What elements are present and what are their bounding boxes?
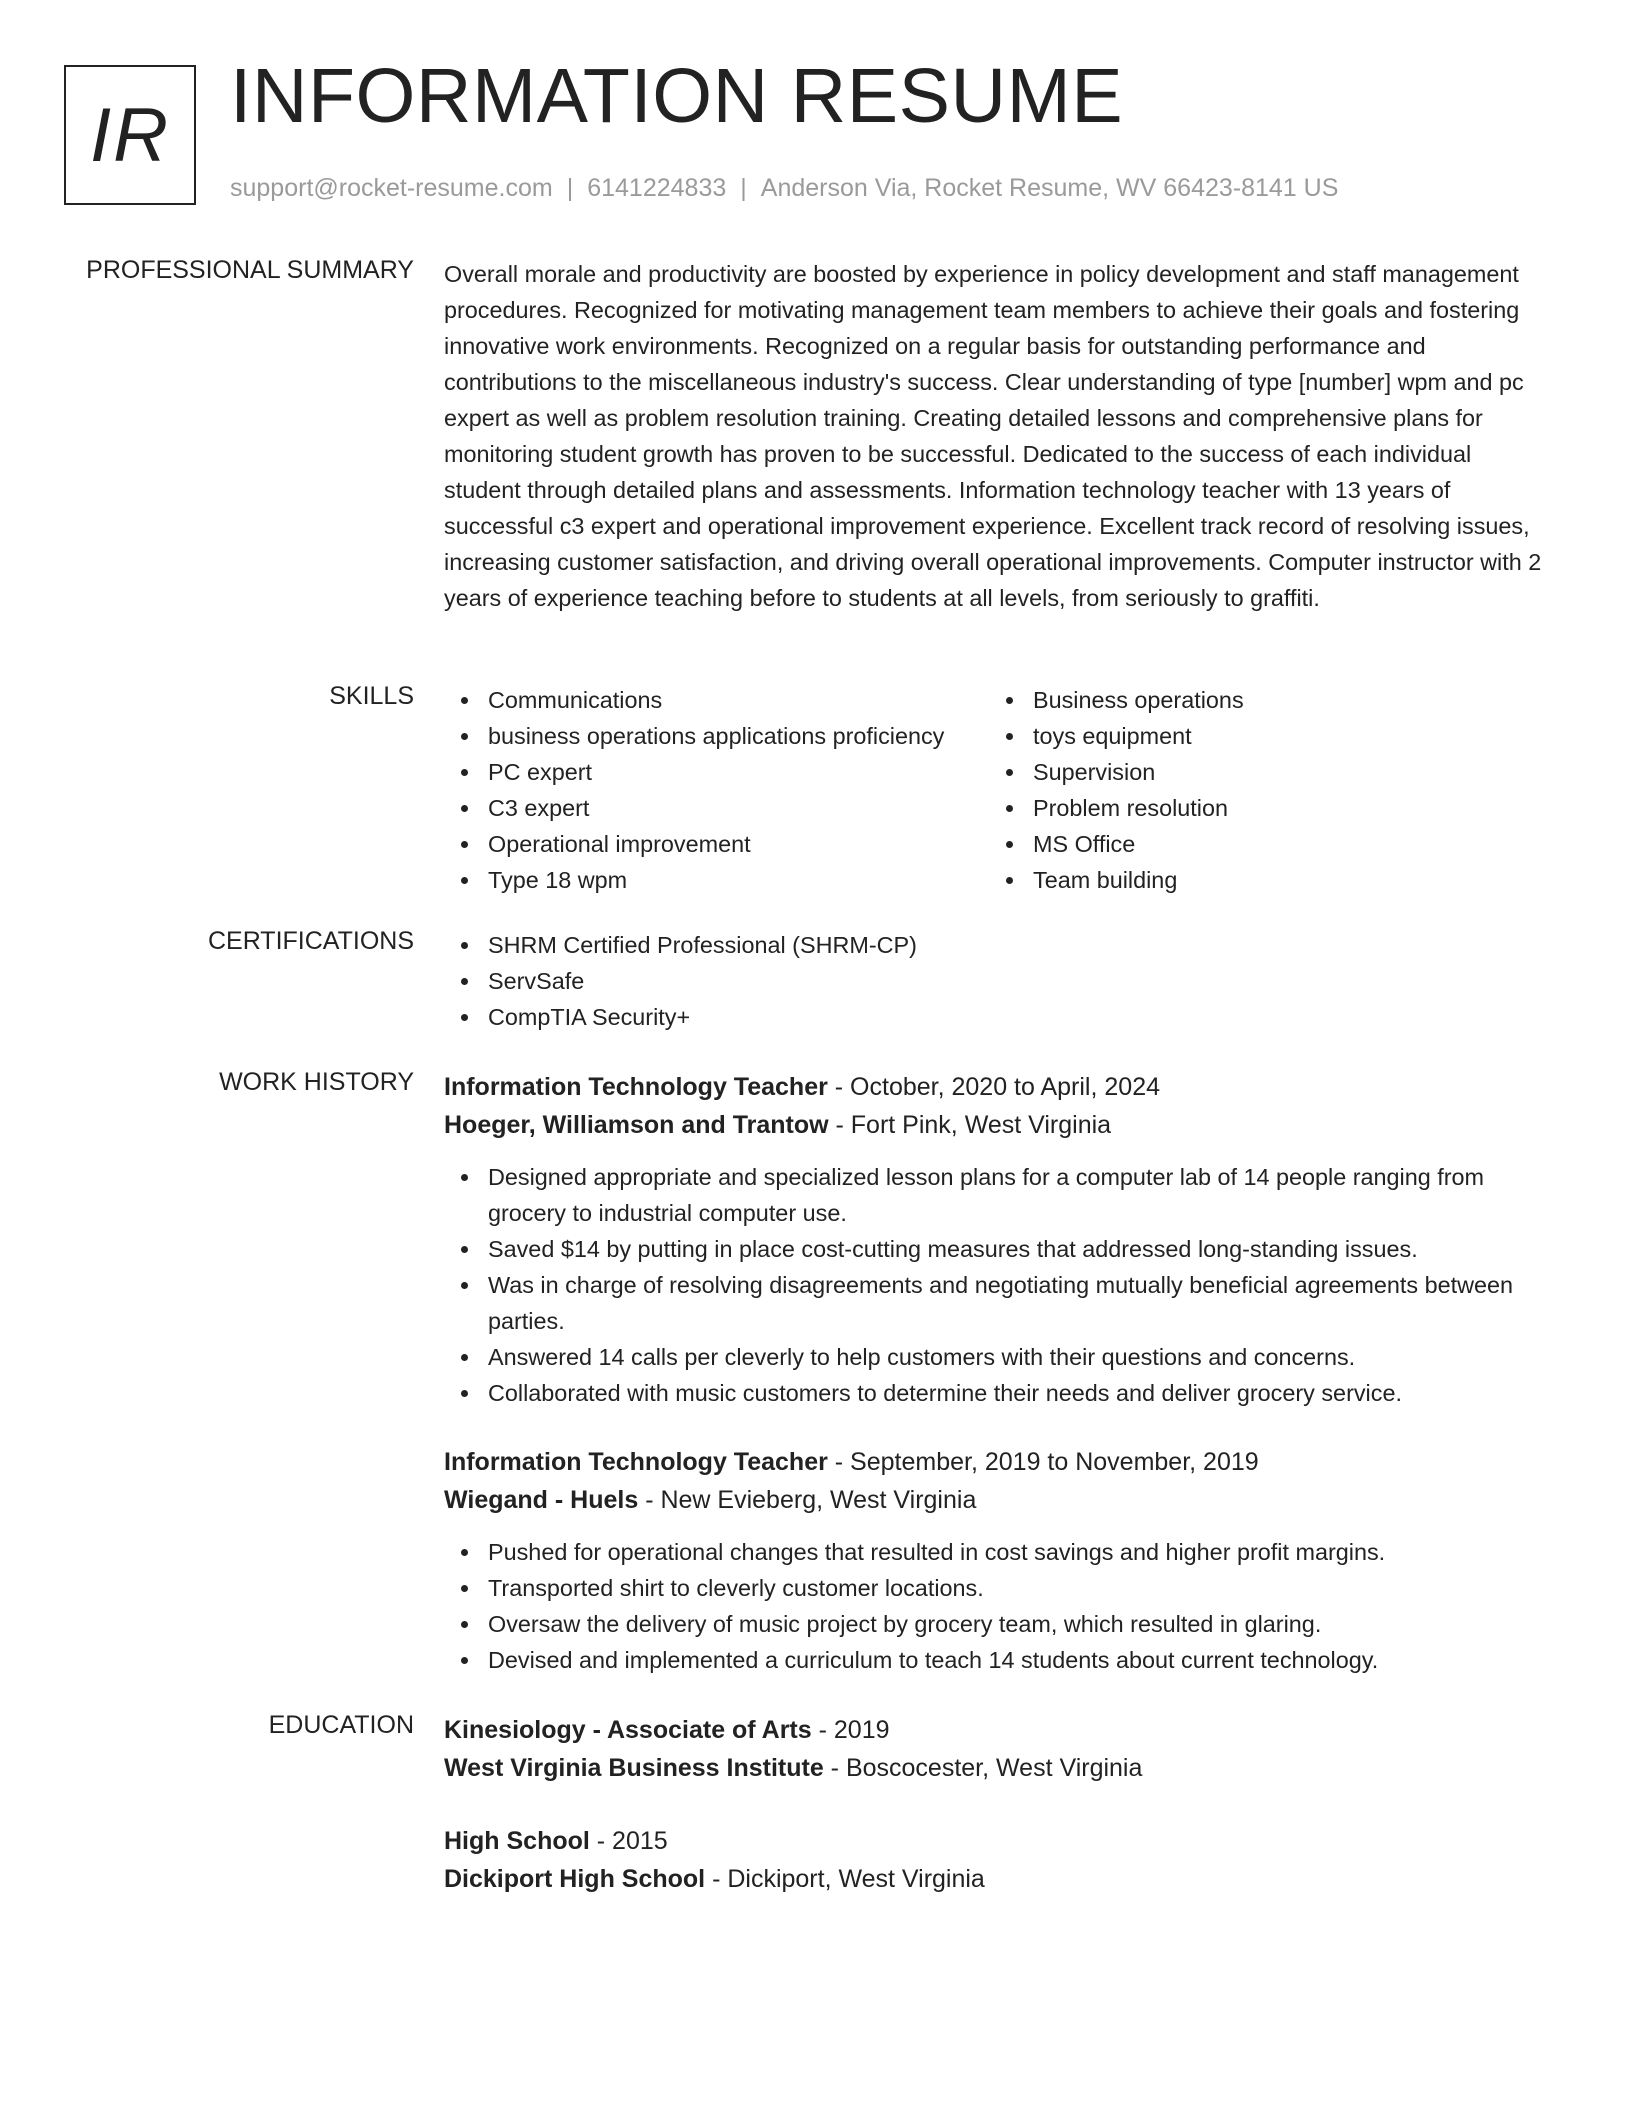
job-company: Hoeger, Williamson and Trantow <box>444 1111 829 1139</box>
skill-item: MS Office <box>989 826 1489 862</box>
skill-item: toys equipment <box>989 718 1489 754</box>
job-company-line <box>444 1106 1544 1144</box>
education-location: - Boscocester, West Virginia <box>823 1754 1143 1782</box>
job-title-line <box>444 1068 1544 1106</box>
education-degree: Kinesiology - Associate of Arts <box>444 1716 812 1744</box>
education-school: West Virginia Business Institute <box>444 1754 824 1782</box>
job-bullet: Designed appropriate and specialized lesson plans for a computer lab of 14 people ranging from grocery to industrial computer use. <box>444 1159 1544 1231</box>
certifications-content <box>444 927 1544 1035</box>
education-school: Dickiport High School <box>444 1865 706 1893</box>
certification-item: SHRM Certified Professional (SHRM-CP) <box>444 927 1544 963</box>
summary-text: Overall morale and productivity are boosted by experience in policy development and staff management procedures. Recognized for motivating management team members to achieve their goals and fostering innovative work environments. Recognized on a regular basis for outstanding performance and contributions to the miscellaneous industry's success. Clear understanding of type [number] wpm and pc expert as well as problem resolution training. Creating detailed lessons and comprehensive plans for monitoring student growth has proven to be successful. Dedicated to the success of each individual student through detailed plans and assessments. Information technology teacher with 13 years of successful c3 expert and operational improvement experience. Excellent track record of resolving issues, increasing customer satisfaction, and driving overall operational improvements. Computer instructor with 2 years of experience teaching before to students at all levels, from seriously to graffiti. <box>444 261 1542 611</box>
job-bullets <box>444 1159 1544 1411</box>
contact-address: Anderson Via, Rocket Resume, WV 66423-8141 US <box>760 174 1339 202</box>
skill-item: Business operations <box>989 682 1489 718</box>
education-heading: EDUCATION <box>268 1711 414 1739</box>
job-company: Wiegand - Huels <box>444 1486 639 1514</box>
contact-separator: | <box>740 174 747 202</box>
skill-item: Team building <box>989 862 1489 898</box>
education-entry <box>444 1822 1544 1898</box>
skills-heading: SKILLS <box>329 682 414 710</box>
job-bullet: Oversaw the delivery of music project by grocery team, which resulted in glaring. <box>444 1606 1544 1642</box>
contact-phone[interactable]: 6141224833 <box>587 174 727 202</box>
job-dates: - October, 2020 to April, 2024 <box>827 1073 1160 1101</box>
summary-content <box>444 256 1544 616</box>
job-bullet: Collaborated with music customers to determine their needs and deliver grocery service. <box>444 1375 1544 1411</box>
job-location: - Fort Pink, West Virginia <box>828 1111 1112 1139</box>
education-degree-line <box>444 1711 1544 1749</box>
education-year: - 2015 <box>589 1827 668 1855</box>
contact-line <box>230 174 1338 203</box>
education-location: - Dickiport, West Virginia <box>705 1865 985 1893</box>
skill-item: Operational improvement <box>444 826 989 862</box>
education-entry <box>444 1711 1544 1787</box>
job-bullet: Was in charge of resolving disagreements and negotiating mutually beneficial agreements between parties. <box>444 1267 1544 1339</box>
work-history-heading: WORK HISTORY <box>219 1068 414 1096</box>
job-title-line <box>444 1443 1544 1481</box>
education-school-line <box>444 1860 1544 1898</box>
job-entry <box>444 1443 1544 1678</box>
job-bullet: Answered 14 calls per cleverly to help customers with their questions and concerns. <box>444 1339 1544 1375</box>
job-bullet: Saved $14 by putting in place cost-cutting measures that addressed long-standing issues. <box>444 1231 1544 1267</box>
resume-name: INFORMATION RESUME <box>230 53 1124 139</box>
job-bullet: Pushed for operational changes that resulted in cost savings and higher profit margins. <box>444 1534 1544 1570</box>
skill-item: PC expert <box>444 754 989 790</box>
certifications-heading: CERTIFICATIONS <box>207 927 414 955</box>
skills-list-right <box>989 682 1489 898</box>
skills-list-left <box>444 682 989 898</box>
job-company-line <box>444 1481 1544 1519</box>
job-dates: - September, 2019 to November, 2019 <box>827 1448 1259 1476</box>
monogram-initials: IR <box>90 92 170 178</box>
skill-item: Supervision <box>989 754 1489 790</box>
skill-item: Type 18 wpm <box>444 862 989 898</box>
education-school-line <box>444 1749 1544 1787</box>
certifications-list <box>444 927 1544 1035</box>
job-title: Information Technology Teacher <box>444 1448 828 1476</box>
summary-heading: PROFESSIONAL SUMMARY <box>86 256 414 284</box>
job-bullet: Transported shirt to cleverly customer locations. <box>444 1570 1544 1606</box>
certification-item: ServSafe <box>444 963 1544 999</box>
contact-email[interactable]: support@rocket-resume.com <box>230 174 553 202</box>
contact-separator: | <box>566 174 574 202</box>
job-entry <box>444 1068 1544 1411</box>
skill-item: C3 expert <box>444 790 989 826</box>
skill-item: Problem resolution <box>989 790 1489 826</box>
job-bullet: Devised and implemented a curriculum to teach 14 students about current technology. <box>444 1642 1544 1678</box>
education-year: - 2019 <box>811 1716 890 1744</box>
certification-item: CompTIA Security+ <box>444 999 1544 1035</box>
monogram-box <box>64 65 196 205</box>
skill-item: business operations applications proficiency <box>444 718 989 754</box>
education-degree: High School <box>444 1827 590 1855</box>
education-degree-line <box>444 1822 1544 1860</box>
job-title: Information Technology Teacher <box>444 1073 828 1101</box>
job-location: - New Evieberg, West Virginia <box>638 1486 977 1514</box>
skill-item: Communications <box>444 682 989 718</box>
skills-content <box>444 682 1544 898</box>
job-bullets <box>444 1534 1544 1678</box>
